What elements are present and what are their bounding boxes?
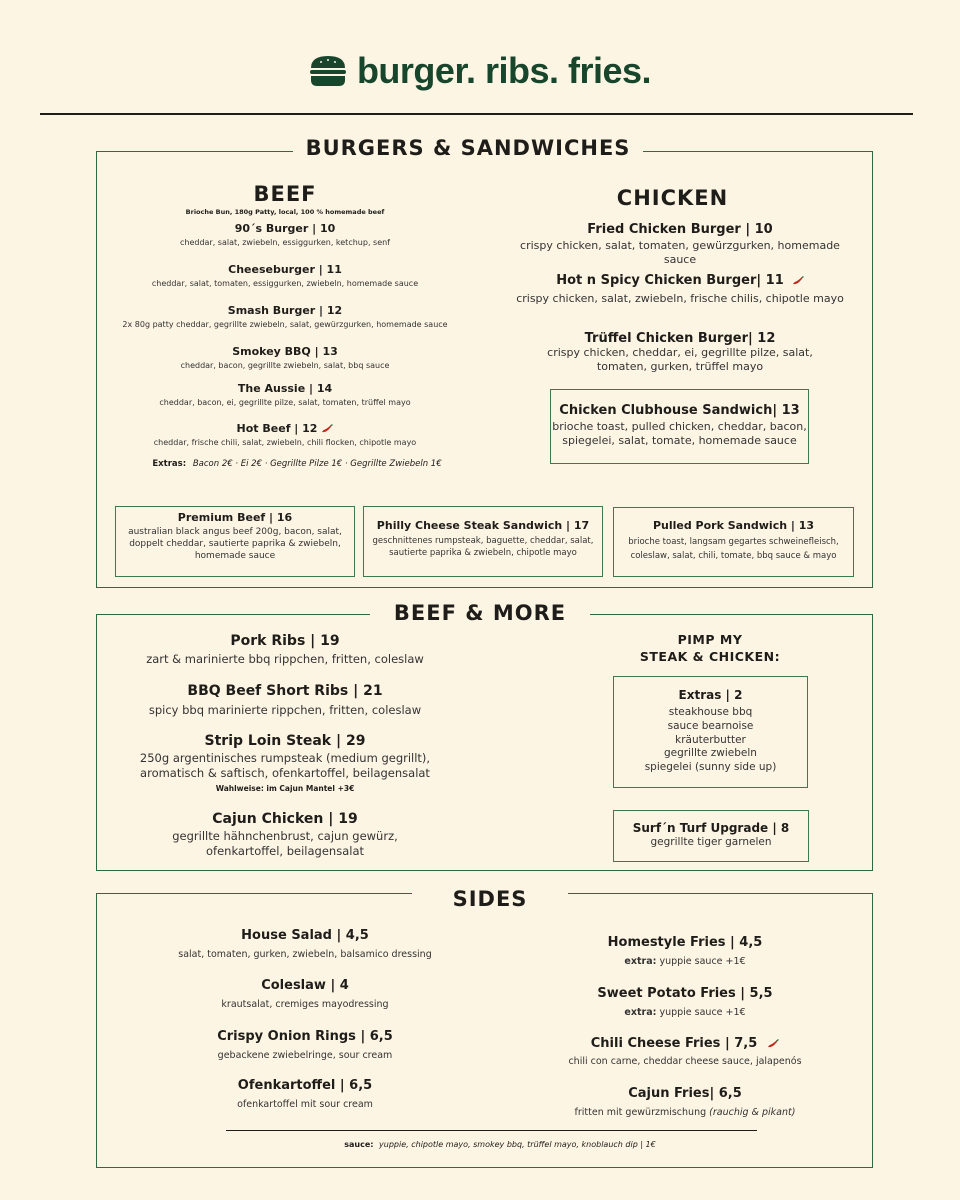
- list-item: Cheeseburger | 11 cheddar, salat, tomaten, essiggurken, zwiebeln, homemade sauce: [151, 263, 419, 288]
- pimp-heading: PIMP MY STEAK & CHICKEN:: [639, 632, 781, 664]
- header-divider: [40, 113, 913, 115]
- list-item: Ofenkartoffel | 6,5 ofenkartoffel mit sour cream: [237, 1078, 373, 1110]
- beef-subtitle: Brioche Bun, 180g Patty, local, 100 % homemade beef: [185, 208, 385, 216]
- list-item: Pulled Pork Sandwich | 13 brioche toast, langsam gegartes schweinefleisch, coleslaw, salat, chili, tomate, bbq sauce & mayo: [628, 519, 839, 561]
- list-item: BBQ Beef Short Ribs | 21 spicy bbq marinierte rippchen, fritten, coleslaw: [148, 683, 422, 717]
- beef-heading: BEEF: [253, 182, 317, 206]
- list-item: Philly Cheese Steak Sandwich | 17 geschnittenes rumpsteak, baguette, cheddar, salat, sautierte paprika & zwiebeln, chipotle mayo: [372, 519, 594, 558]
- beef-more-section-title: BEEF & MORE: [370, 601, 590, 625]
- list-item: Trüffel Chicken Burger| 12 crispy chicken, cheddar, ei, gegrillte pilze, salat, tomaten, gurken, trüffel mayo: [547, 331, 813, 373]
- chili-icon: [767, 1039, 779, 1049]
- list-item: The Aussie | 14 cheddar, bacon, ei, gegrillte pilze, salat, tomaten, trüffel mayo: [159, 382, 411, 407]
- chili-icon: [321, 424, 333, 434]
- list-item: Coleslaw | 4 krautsalat, cremiges mayodressing: [221, 978, 389, 1010]
- list-item: Strip Loin Steak | 29 250g argentinisches rumpsteak (medium gegrillt), aromatisch & saftisch, ofenkartoffel, beilagensalat Wahlweise: im Cajun Mantel +3€: [139, 733, 431, 793]
- beef-column: [130, 182, 440, 216]
- chicken-heading: CHICKEN: [616, 186, 729, 210]
- list-item: Cajun Chicken | 19 gegrillte hähnchenbrust, cajun gewürz, ofenkartoffel, beilagensalat: [172, 811, 398, 858]
- list-item: Chicken Clubhouse Sandwich| 13 brioche toast, pulled chicken, cheddar, bacon, spiegelei, salat, tomate, homemade sauce: [552, 403, 807, 447]
- chili-icon: [792, 276, 804, 286]
- list-item: Homestyle Fries | 4,5 extra: yuppie sauce +1€: [607, 935, 763, 967]
- list-item: Premium Beef | 16 australian black angus beef 200g, bacon, salat, doppelt cheddar, sautierte paprika & zwiebeln, homemade sauce: [128, 511, 342, 561]
- list-item: House Salad | 4,5 salat, tomaten, gurken, zwiebeln, balsamico dressing: [178, 928, 432, 960]
- beef-extras: Extras: Bacon 2€ · Ei 2€ · Gegrillte Pilze 1€ · Gegrillte Zwiebeln 1€: [152, 459, 442, 469]
- list-item: 90´s Burger | 10 cheddar, salat, zwiebeln, essiggurken, ketchup, senf: [179, 222, 390, 247]
- burger-logo-icon: [309, 54, 347, 88]
- brand-header: [0, 50, 960, 92]
- list-item: Hot Beef | 12 cheddar, frische chili, salat, zwiebeln, chili flocken, chipotle mayo: [153, 422, 417, 447]
- burgers-section-title: BURGERS & SANDWICHES: [293, 136, 643, 160]
- list-item: Crispy Onion Rings | 6,5 gebackene zwiebelringe, sour cream: [217, 1029, 393, 1061]
- list-item: Sweet Potato Fries | 5,5 extra: yuppie sauce +1€: [597, 986, 773, 1018]
- list-item: Fried Chicken Burger | 10 crispy chicken, salat, tomaten, gewürzgurken, homemade sauce: [520, 222, 840, 266]
- list-item: Hot n Spicy Chicken Burger| 11 crispy chicken, salat, zwiebeln, frische chilis, chipotle mayo: [516, 273, 844, 305]
- list-item: Cajun Fries| 6,5 fritten mit gewürzmischung (rauchig & pikant): [574, 1086, 796, 1118]
- list-item: Pork Ribs | 19 zart & marinierte bbq rippchen, fritten, coleslaw: [146, 633, 424, 666]
- list-item: Smash Burger | 12 2x 80g patty cheddar, gegrillte zwiebeln, salat, gewürzgurken, homemade sauce: [122, 304, 448, 329]
- list-item: Surf´n Turf Upgrade | 8 gegrillte tiger garnelen: [632, 821, 790, 848]
- sides-section-title: SIDES: [412, 887, 568, 911]
- list-item: Smokey BBQ | 13 cheddar, bacon, gegrillte zwiebeln, salat, bbq sauce: [180, 345, 390, 370]
- brand-logo-text: burger. ribs. fries.: [356, 50, 652, 91]
- sides-divider: [226, 1130, 757, 1131]
- sauce-note: sauce: yuppie, chipotle mayo, smokey bbq, trüffel mayo, knoblauch dip | 1€: [344, 1140, 656, 1149]
- pimp-extras-list: Extras | 2 steakhouse bbq sauce bearnoise kräuterbutter gegrillte zwiebeln spiegelei (sunny side up): [644, 688, 777, 774]
- list-item: Chili Cheese Fries | 7,5 chili con carne, cheddar cheese sauce, jalapenós: [568, 1036, 802, 1067]
